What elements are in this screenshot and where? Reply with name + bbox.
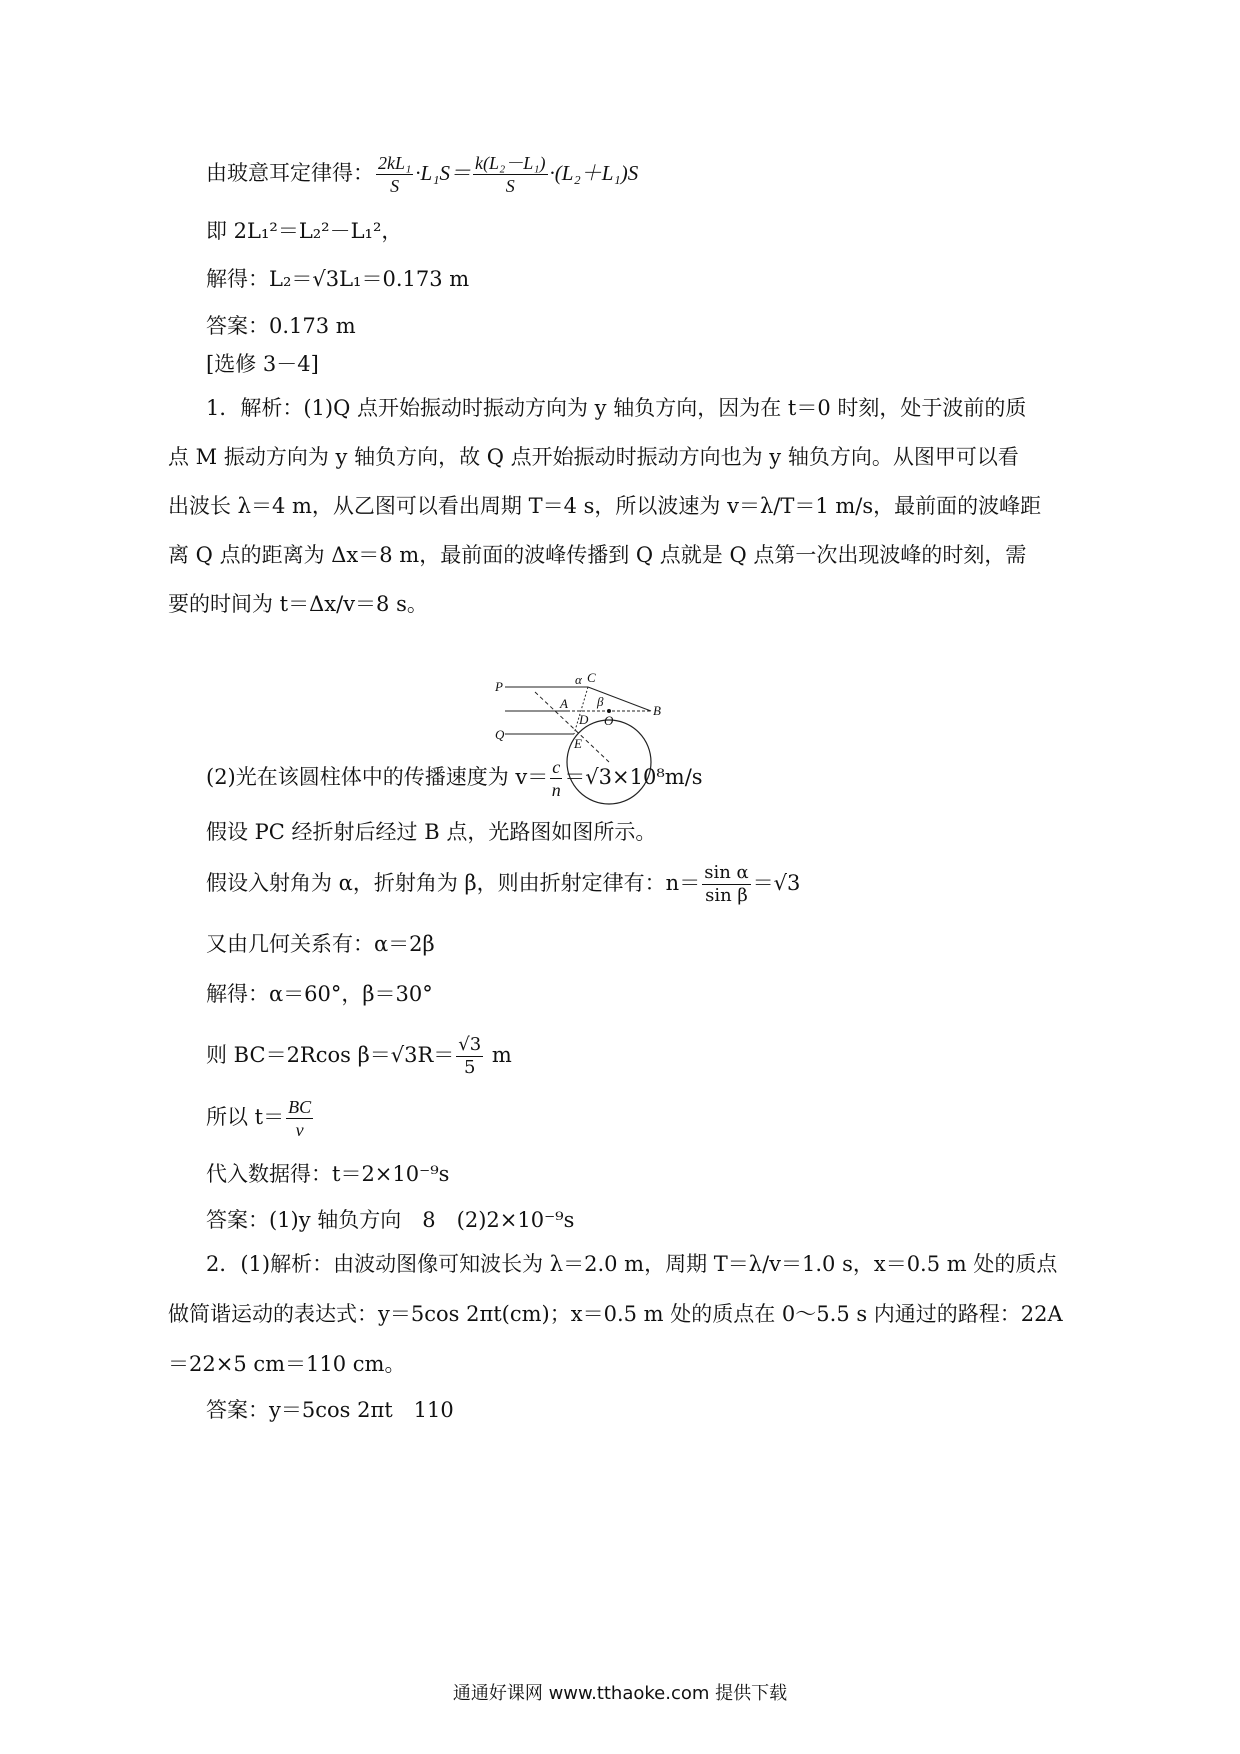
label-beta: β (597, 694, 604, 709)
boyle-fraction-2 (473, 152, 548, 197)
section-heading: [选修 3－4] (206, 352, 319, 376)
bc-den: 5 (464, 1057, 476, 1078)
text-line: 假设 PC 经折射后经过 B 点，光路图如图所示。 (206, 820, 657, 844)
label-O: O (604, 713, 614, 728)
paragraph-line: ＝22×5 cm＝110 cm。 (168, 1352, 406, 1376)
paragraph-line: 2．(1)解析：由波动图像可知波长为 λ＝2.0 m，周期 T＝λ/v＝1.0 s，x＝0.5 m 处的质点 (206, 1252, 1058, 1276)
speed-suffix: ＝√3×10⁸m/s (564, 765, 703, 789)
boyle-mid: ·L₁S＝ (415, 161, 471, 185)
paragraph-line: 做简谐运动的表达式：y＝5cos 2πt(cm)；x＝0.5 m 处的质点在 0～5.5 s 内通过的路程：22A (168, 1302, 1063, 1326)
refraction-suffix: ＝√3 (752, 871, 801, 895)
time-num: BC (288, 1097, 312, 1117)
label-P: P (495, 679, 503, 694)
speed-num: c (552, 757, 561, 777)
answer-line: 答案：y＝5cos 2πt 110 (206, 1398, 454, 1422)
label-A: A (560, 696, 568, 711)
speed-den: n (551, 780, 561, 800)
text-line: 代入数据得：t＝2×10⁻⁹s (206, 1162, 450, 1186)
text-line: 解得：L₂＝√3L₁＝0.173 m (206, 267, 470, 291)
text-line: 解得：α＝60°，β＝30° (206, 982, 433, 1006)
bc-num: √3 (458, 1034, 482, 1055)
refraction-num: sin α (704, 862, 749, 883)
text-line: 又由几何关系有：α＝2β (206, 932, 435, 956)
speed-prefix: (2)光在该圆柱体中的传播速度为 v＝ (206, 765, 549, 789)
label-Q: Q (495, 727, 505, 742)
time-prefix: 所以 t＝ (206, 1105, 285, 1129)
paragraph-line: 离 Q 点的距离为 Δx＝8 m，最前面的波峰传播到 Q 点就是 Q 点第一次出现波峰的时刻，需 (168, 543, 1027, 567)
paragraph-line: 出波长 λ＝4 m，从乙图可以看出周期 T＝4 s，所以波速为 v＝λ/T＝1 m/s，最前面的波峰距 (168, 494, 1042, 518)
refraction-fraction (702, 862, 750, 907)
answer-line: 答案：(1)y 轴负方向 8 (2)2×10⁻⁹s (206, 1208, 575, 1232)
boyle-frac2-num: k(L₂－L₁) (475, 153, 546, 173)
bc-prefix: 则 BC＝2Rcos β＝√3R＝ (206, 1043, 455, 1067)
label-C: C (587, 670, 596, 685)
label-D: D (579, 712, 589, 727)
refraction-formula (206, 862, 800, 907)
time-formula (206, 1096, 315, 1141)
refraction-prefix: 假设入射角为 α，折射角为 β，则由折射定律有：n＝ (206, 871, 701, 895)
boyle-frac1-num: 2kL₁ (378, 153, 412, 173)
bc-formula (206, 1034, 512, 1079)
boyle-equation (206, 152, 638, 197)
boyle-frac2-den: S (505, 176, 515, 196)
label-B: B (653, 703, 661, 718)
label-alpha: α (575, 672, 582, 687)
paragraph-line: 要的时间为 t＝Δx/v＝8 s。 (168, 592, 428, 616)
paragraph-line: 1．解析：(1)Q 点开始振动时振动方向为 y 轴负方向，因为在 t＝0 时刻，处于波前的质 (206, 396, 1027, 420)
speed-formula (206, 756, 703, 801)
time-fraction (286, 1096, 313, 1141)
boyle-frac1-den: S (390, 176, 400, 196)
text-line: 答案：0.173 m (206, 314, 356, 338)
speed-fraction (550, 756, 562, 801)
paragraph-line: 点 M 振动方向为 y 轴负方向，故 Q 点开始振动时振动方向也为 y 轴负方向。从图甲可以看 (168, 445, 1019, 469)
label-E: E (574, 736, 582, 751)
bc-suffix: m (485, 1043, 512, 1067)
refraction-den: sin β (705, 885, 748, 906)
time-den: v (295, 1120, 304, 1140)
boyle-fraction-1 (376, 152, 413, 197)
boyle-prefix: 由玻意耳定律得： (206, 161, 374, 185)
page-footer: 通通好课网 www.tthaoke.com 提供下载 (452, 1683, 788, 1704)
text-line: 即 2L₁²＝L₂²－L₁²， (206, 219, 403, 243)
boyle-suffix: ·(L₂＋L₁)S (549, 161, 639, 185)
bc-fraction (456, 1034, 483, 1079)
